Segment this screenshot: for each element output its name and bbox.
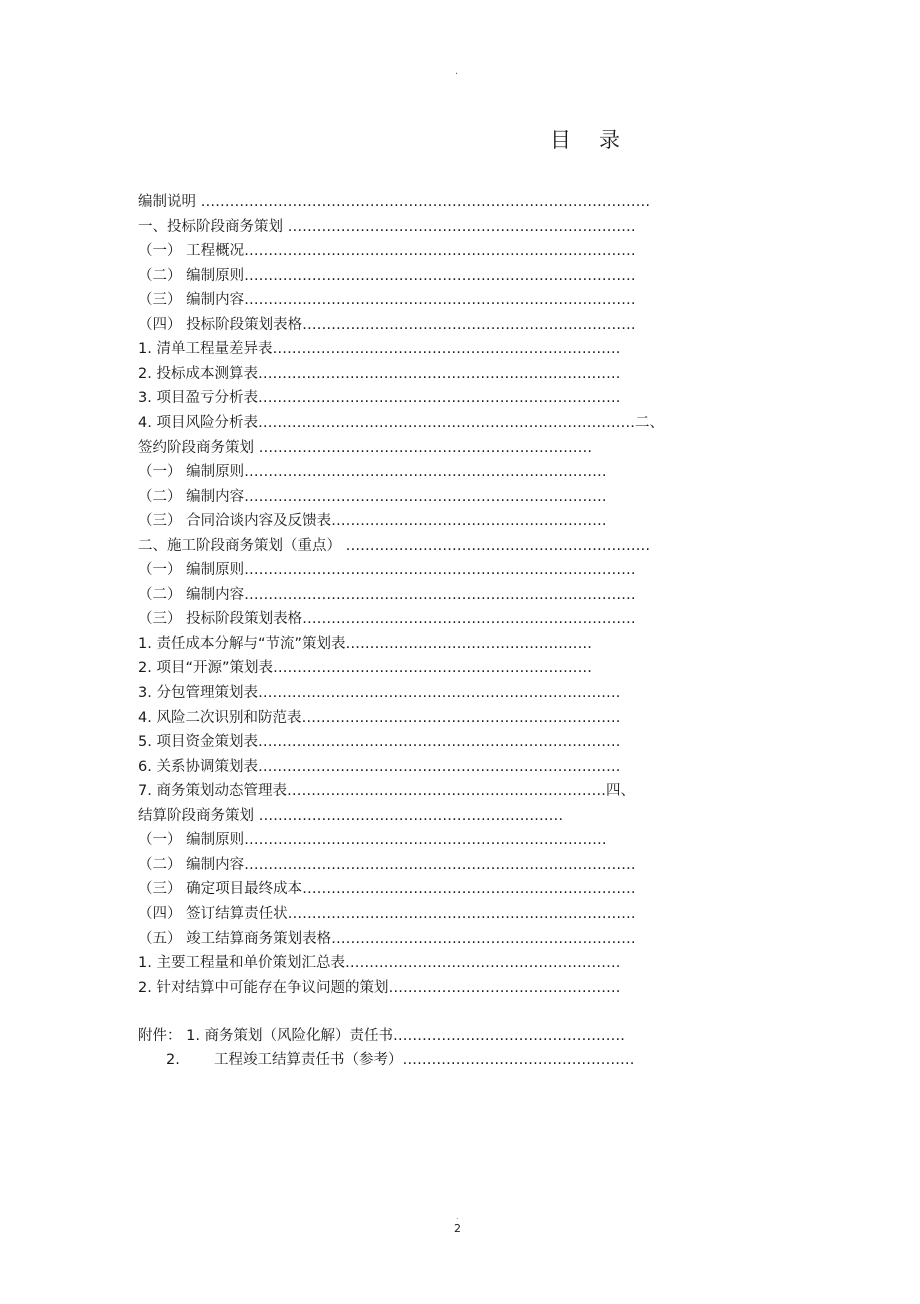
toc-entry[interactable]: （二） 编制内容………………………………………………………………… [138, 488, 607, 505]
toc-entry[interactable]: （三） 确定项目最终成本…………………………………………………………… [138, 881, 636, 898]
toc-entry[interactable]: （三） 投标阶段策划表格…………………………………………………………… [138, 611, 636, 628]
toc-entry[interactable]: 结算阶段商务策划 ……………………………………………………… [138, 807, 564, 824]
toc-entry[interactable]: （三） 合同洽谈内容及反馈表………………………………………………… [138, 513, 607, 530]
toc-entry[interactable]: （四） 投标阶段策划表格…………………………………………………………… [138, 316, 636, 333]
toc-entry[interactable]: 1. 清单工程量差异表……………………………………………………………… [138, 341, 621, 358]
toc-entry[interactable]: 2. 针对结算中可能存在争议问题的策划………………………………………… [138, 979, 621, 996]
toc-entry[interactable]: 6. 关系协调策划表………………………………………………………………… [138, 758, 621, 775]
toc-entry[interactable]: 1. 责任成本分解与“节流”策划表…………………………………………… [138, 635, 592, 652]
toc-entry[interactable]: （二） 编制内容……………………………………………………………………… [138, 586, 636, 603]
toc-entry[interactable]: 2. 投标成本测算表………………………………………………………………… [138, 365, 621, 382]
toc-entry[interactable]: 3. 分包管理策划表………………………………………………………………… [138, 685, 621, 701]
toc-entry[interactable]: （五） 竣工结算商务策划表格……………………………………………………… [138, 930, 636, 947]
toc-entry[interactable]: 1. 主要工程量和单价策划汇总表………………………………………………… [138, 955, 621, 972]
toc-entry[interactable]: （一） 编制原则……………………………………………………………………… [138, 562, 636, 579]
page-title [550, 124, 620, 154]
footer-dot: . [456, 1212, 459, 1221]
toc-entry[interactable]: 5. 项目资金策划表………………………………………………………………… [138, 734, 621, 751]
toc-entry[interactable]: （一） 编制原则………………………………………………………………… [138, 832, 607, 849]
title-part-1: 目 [550, 128, 571, 152]
toc-entry[interactable]: 一、投标阶段商务策划 ……………………………………………………………… [138, 218, 636, 235]
toc-entry[interactable]: （二） 编制原则……………………………………………………………………… [138, 267, 636, 284]
header-dot: . [455, 66, 459, 77]
toc-entry[interactable]: （一） 工程概况……………………………………………………………………… [138, 243, 636, 260]
toc-entry[interactable]: （一） 编制原则………………………………………………………………… [138, 464, 607, 481]
toc-entry[interactable]: 签约阶段商务策划 …………………………………………………………… [138, 439, 593, 456]
attachment-line-2-number: 2. [166, 1052, 180, 1068]
attachment-line-1[interactable]: 附件： 1. 商务策划（风险化解）责任书………………………………………… [138, 1028, 626, 1044]
toc-entry[interactable]: （二） 编制内容……………………………………………………………………… [138, 856, 636, 873]
title-part-2: 录 [599, 128, 620, 152]
toc-entry[interactable]: （四） 签订结算责任状……………………………………………………………… [138, 905, 636, 922]
page-number: 2 [454, 1222, 461, 1235]
toc-entry[interactable]: 2. 项目“开源”策划表………………………………………………………… [138, 660, 592, 677]
attachment-line-2[interactable]: 工程竣工结算责任书（参考）………………………………………… [214, 1052, 635, 1068]
toc-entry[interactable]: 4. 项目风险分析表……………………………………………………………………二、 [138, 414, 664, 431]
toc-entry[interactable]: 7. 商务策划动态管理表…………………………………………………………四、 [138, 783, 635, 800]
toc-entry[interactable]: 二、施工阶段商务策划（重点） ……………………………………………………… [138, 537, 651, 554]
toc-entry[interactable]: （三） 编制内容……………………………………………………………………… [138, 292, 636, 309]
toc-entry[interactable]: 3. 项目盈亏分析表………………………………………………………………… [138, 390, 621, 407]
toc-entry[interactable]: 编制说明 ………………………………………………………………………………… [138, 194, 651, 210]
toc-entry[interactable]: 4. 风险二次识别和防范表………………………………………………………… [138, 709, 621, 726]
